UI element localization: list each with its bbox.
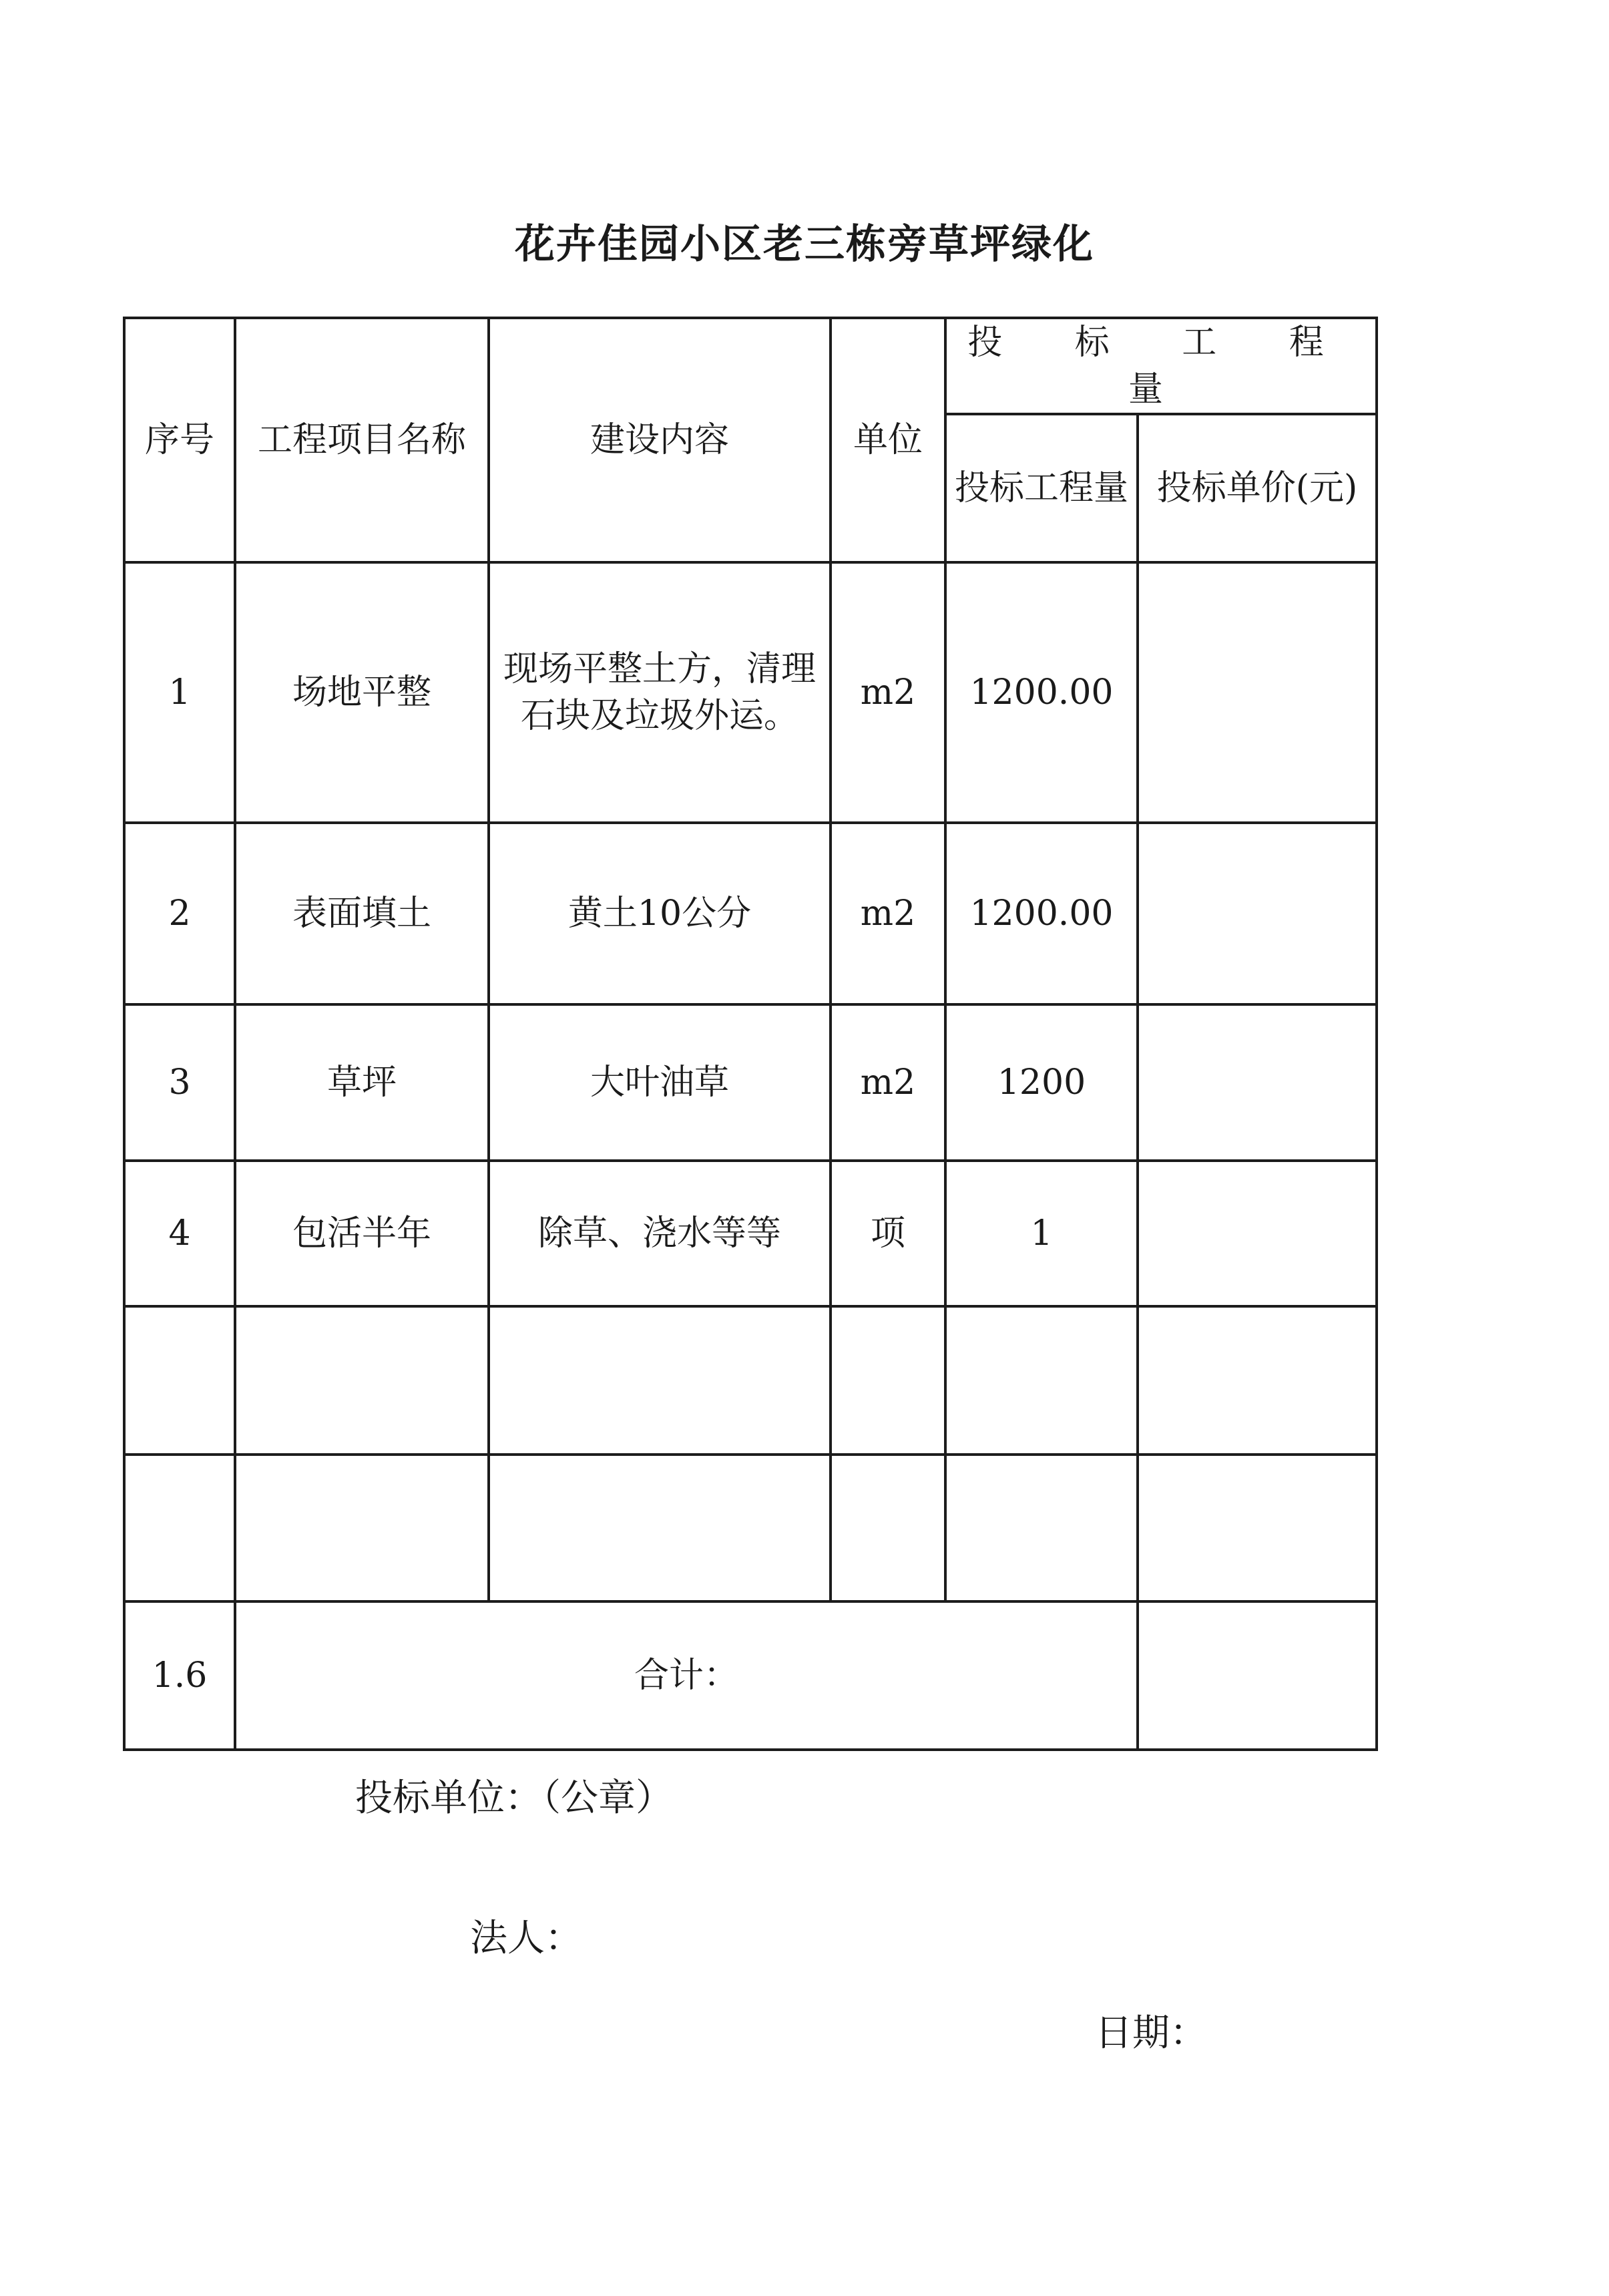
cell-name: 场地平整	[235, 562, 489, 823]
cell-price	[1138, 823, 1377, 1004]
cell-unit: m2	[831, 823, 945, 1004]
table-row	[124, 1004, 1377, 1161]
cell-name: 草坪	[235, 1004, 489, 1161]
cell-name: 包活半年	[235, 1161, 489, 1306]
cell-price	[1138, 1161, 1377, 1306]
cell-unit: m2	[831, 562, 945, 823]
table-header-row	[124, 318, 1377, 414]
cell-unit: m2	[831, 1004, 945, 1161]
cell-name: 表面填土	[235, 823, 489, 1004]
table-row	[124, 823, 1377, 1004]
total-value	[1138, 1601, 1377, 1750]
document-title: 花卉佳园小区老三栋旁草坪绿化	[515, 221, 1094, 268]
table-row	[124, 562, 1377, 823]
cell-content: 大叶油草	[489, 1004, 831, 1161]
header-bid-group: 投 标 工 程 量	[945, 318, 1377, 414]
cell-seq: 4	[124, 1161, 235, 1306]
cell-price	[1138, 562, 1377, 823]
cell-quantity: 1200.00	[945, 562, 1138, 823]
header-unit: 单位	[831, 318, 945, 562]
total-seq: 1.6	[124, 1601, 235, 1750]
cell-quantity: 1200	[945, 1004, 1138, 1161]
cell-quantity: 1	[945, 1161, 1138, 1306]
cell-unit: 项	[831, 1161, 945, 1306]
table-row-empty	[124, 1306, 1377, 1455]
cell-seq: 3	[124, 1004, 235, 1161]
header-bid-quantity: 投标工程量	[945, 414, 1138, 562]
cell-content: 除草、浇水等等	[489, 1161, 831, 1306]
date-label: 日期：	[1095, 2012, 1207, 2055]
cell-content: 黄土10公分	[489, 823, 831, 1004]
cell-price	[1138, 1004, 1377, 1161]
header-bid-price: 投标单价(元)	[1138, 414, 1377, 562]
table-total-row	[124, 1601, 1377, 1750]
total-label: 合计：	[235, 1601, 1138, 1750]
bid-quantity-table	[123, 317, 1378, 1751]
header-content: 建设内容	[489, 318, 831, 562]
table-row	[124, 1161, 1377, 1306]
header-seq: 序号	[124, 318, 235, 562]
header-item-name: 工程项目名称	[235, 318, 489, 562]
cell-content: 现场平整土方，清理石块及垃圾外运。	[489, 562, 831, 823]
bidder-unit-label: 投标单位：（公章）	[355, 1776, 673, 1820]
cell-quantity: 1200.00	[945, 823, 1138, 1004]
table-row-empty	[124, 1455, 1377, 1601]
cell-seq: 1	[124, 562, 235, 823]
cell-seq: 2	[124, 823, 235, 1004]
legal-person-label: 法人：	[470, 1917, 582, 1960]
